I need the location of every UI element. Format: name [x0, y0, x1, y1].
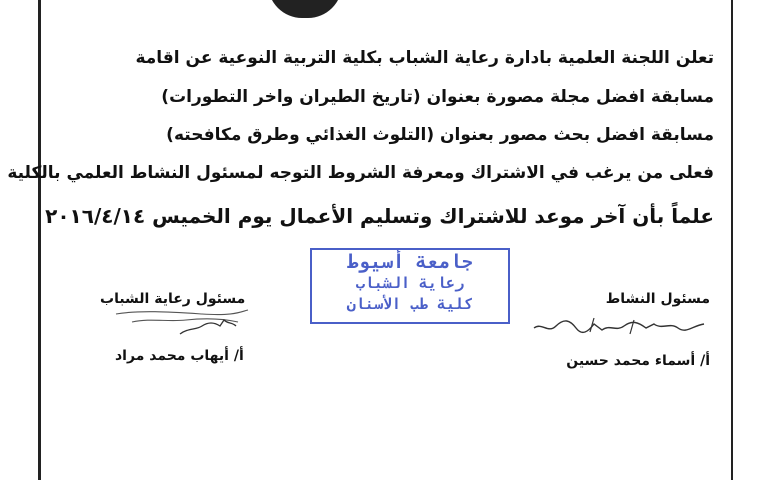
announcement-line-1: تعلن اللجنة العلمية بادارة رعاية الشباب بكلية التربية النوعية عن اقامة [135, 48, 714, 68]
signatory-name-youth-care: أ/ أيهاب محمد مراد [115, 348, 244, 364]
announcement-line-3: مسابقة افضل بحث مصور بعنوان (التلوث الغذائي وطرق مكافحته) [166, 125, 714, 145]
handwritten-signature-right [530, 312, 708, 340]
stamp-line-faculty: كلية طب الأسنان [346, 295, 474, 313]
announcement-line-4: فعلى من يرغب في الاشتراك ومعرفة الشروط التوجه لمسئول النشاط العلمي بالكلية [7, 163, 714, 183]
stamp-line-youth-care: رعاية الشباب [355, 274, 465, 292]
signatory-title-youth-care: مسئول رعاية الشباب [100, 291, 246, 307]
announcement-deadline: علماً بأن آخر موعد للاشتراك وتسليم الأعمال يوم الخميس ٢٠١٦/٤/١٤ [45, 204, 714, 228]
signatory-title-activity: مسئول النشاط [605, 291, 710, 307]
page-border-left [38, 0, 41, 480]
stamp-line-university: جامعة أسيوط [347, 251, 473, 273]
signatory-name-activity: أ/ أسماء محمد حسين [566, 353, 710, 369]
university-stamp [310, 248, 510, 324]
page-border-right [731, 0, 733, 480]
handwritten-signature-left [110, 300, 250, 338]
announcement-line-2: مسابقة افضل مجلة مصورة بعنوان (تاريخ الطيران واخر التطورات) [161, 87, 714, 107]
emblem-logo [268, 0, 342, 18]
